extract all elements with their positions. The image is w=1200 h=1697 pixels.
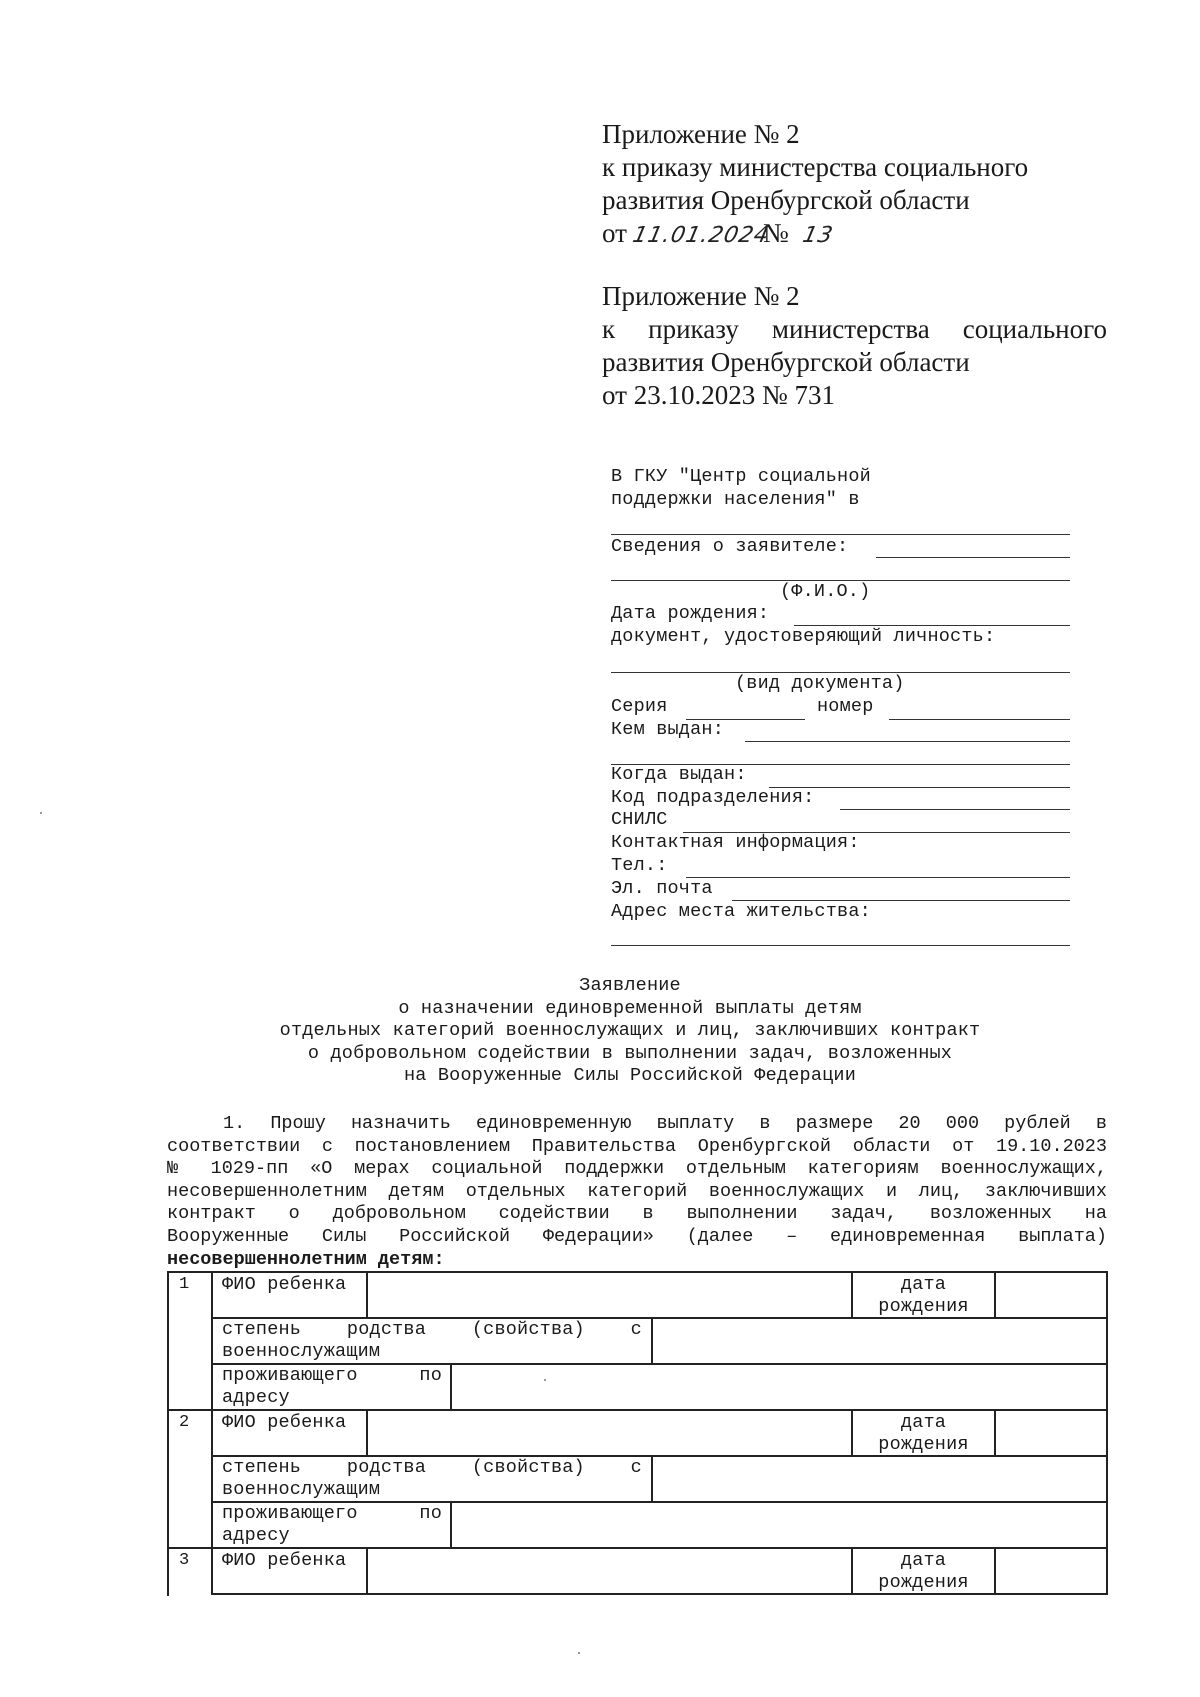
- subdivision-code-label: Код подразделения:: [611, 787, 815, 808]
- series-label: Серия: [611, 696, 668, 717]
- table-border: [1106, 1271, 1108, 1595]
- child-fio-label: ФИО ребенка: [222, 1412, 347, 1433]
- table-border: [366, 1547, 368, 1593]
- paragraph-line: Вооруженные Силы Российской Федерации» (далее – единовременная выплата): [167, 1225, 1107, 1247]
- appendix-title: Приложение № 2: [602, 119, 800, 149]
- number-sign: №: [762, 218, 789, 248]
- address-label-line: проживающего по: [222, 1503, 442, 1524]
- birth-label-line: дата: [900, 1412, 947, 1433]
- word: приказу: [648, 314, 739, 344]
- table-border: [167, 1271, 169, 1596]
- issued-when-label: Когда выдан:: [611, 764, 747, 785]
- appendix-order-line-old: [602, 313, 1107, 346]
- request-paragraph: [167, 1113, 1107, 1271]
- snils-label: СНИЛС: [611, 809, 668, 830]
- table-border: [450, 1501, 452, 1547]
- contact-info-label: Контактная информация:: [611, 832, 860, 853]
- birth-label-line: рождения: [878, 1434, 969, 1455]
- table-border: [167, 1409, 1108, 1411]
- birth-date-label: Дата рождения:: [611, 603, 770, 624]
- table-border: [651, 1455, 653, 1501]
- address-label-line: адресу: [222, 1387, 290, 1408]
- word: к: [602, 314, 616, 344]
- children-table: [167, 1271, 1108, 1596]
- paragraph-line: несовершеннолетним детям отдельных категорий военнослужащих и лиц, заключивших: [167, 1180, 1107, 1202]
- child-fio-label: ФИО ребенка: [222, 1550, 347, 1571]
- recipient-blank-line: [611, 534, 1070, 535]
- table-border: [994, 1547, 996, 1593]
- child-fio-label: ФИО ребенка: [222, 1274, 347, 1295]
- kinship-label-line: степень родства (свойства) с: [222, 1457, 642, 1478]
- appendix-date-line: [602, 217, 1062, 252]
- doc-type-caption: (вид документа): [735, 673, 905, 694]
- paragraph-line: несовершеннолетним детям:: [167, 1248, 445, 1270]
- address-label: [222, 1365, 442, 1409]
- kinship-label-line: степень родства (свойства) с: [222, 1319, 642, 1340]
- table-border: [167, 1547, 1108, 1549]
- scan-speck: [578, 1652, 580, 1654]
- birth-date-label: [853, 1550, 994, 1594]
- appendix-order-line: к приказу министерства социального: [602, 152, 1029, 182]
- word: министерства: [771, 314, 930, 344]
- kinship-label: [222, 1457, 642, 1501]
- address-label-line: адресу: [222, 1525, 290, 1546]
- title-line-2: о назначении единовременной выплаты детям: [398, 997, 862, 1019]
- table-border: [167, 1271, 1108, 1273]
- title-line-5: на Вооруженные Силы Российской Федерации: [403, 1065, 857, 1087]
- address-label: [222, 1503, 442, 1547]
- kinship-label-line: военнослужащим: [222, 1479, 381, 1500]
- birth-date-label: [853, 1412, 994, 1456]
- handwritten-date: 11.01.2024: [630, 223, 772, 248]
- birth-label-line: дата: [900, 1550, 947, 1571]
- table-border: [651, 1317, 653, 1363]
- appendix-ministry-line-old: развития Оренбургской области: [602, 347, 970, 377]
- recipient-line-2: поддержки населения" в: [611, 489, 860, 510]
- issued-by-label: Кем выдан:: [611, 719, 725, 740]
- address-label-line: проживающего по: [222, 1365, 442, 1386]
- table-border: [366, 1271, 368, 1317]
- scan-speck: [40, 812, 42, 814]
- phone-label: Тел.:: [611, 855, 668, 876]
- application-title: [160, 975, 1100, 1088]
- paragraph-line: соответствии с постановлением Правительства Оренбургской области от 19.10.2023: [167, 1135, 1107, 1157]
- subdivision-code-blank: [840, 809, 1070, 810]
- birth-label-line: рождения: [878, 1572, 969, 1593]
- address-label: Адрес места жительства:: [611, 901, 871, 922]
- applicant-blank: [876, 557, 1070, 558]
- date-prefix: от: [602, 218, 627, 248]
- table-border: [994, 1409, 996, 1455]
- appendix-date-line-old: от 23.10.2023 № 731: [602, 380, 835, 410]
- recipient-line-1: В ГКУ "Центр социальной: [611, 466, 871, 487]
- appendix-title-old: Приложение № 2: [602, 281, 800, 311]
- issued-by-blank: [745, 741, 1070, 742]
- row-number: 2: [179, 1413, 190, 1432]
- paragraph-line: 1. Прошу назначить единовременную выплату в размере 20 000 рублей в: [223, 1113, 1107, 1134]
- identity-doc-label: документ, удостоверяющий личность:: [611, 626, 996, 647]
- table-border: [994, 1271, 996, 1317]
- birth-label-line: дата: [900, 1274, 947, 1295]
- birth-date-label: [853, 1274, 994, 1318]
- title-line-3: отдельных категорий военнослужащих и лиц, заключивших контракт: [279, 1020, 981, 1042]
- phone-blank: [686, 877, 1070, 878]
- kinship-label-line: военнослужащим: [222, 1341, 381, 1362]
- email-label: Эл. почта: [611, 878, 713, 899]
- paragraph-line: № 1029-пп «О мерах социальной поддержки отдельным категориям военнослужащих,: [167, 1158, 1107, 1180]
- row-number: 3: [179, 1551, 190, 1570]
- table-border: [366, 1409, 368, 1455]
- birth-label-line: рождения: [878, 1296, 969, 1317]
- handwritten-number: 13: [800, 223, 836, 248]
- fio-caption: (Ф.И.О.): [780, 581, 871, 602]
- table-border: [211, 1271, 213, 1595]
- title-line-1: Заявление: [579, 975, 681, 996]
- appendix-header-previous: [602, 280, 1107, 412]
- address-blank: [611, 945, 1070, 946]
- scan-speck: [544, 1379, 546, 1381]
- appendix-ministry-line: развития Оренбургской области: [602, 185, 970, 215]
- number-label: номер: [817, 696, 874, 717]
- table-border: [450, 1363, 452, 1409]
- number-blank: [889, 719, 1070, 720]
- appendix-header-current: [602, 118, 1062, 252]
- applicant-label: Сведения о заявителе:: [611, 536, 849, 557]
- word: социального: [962, 314, 1107, 344]
- paragraph-line: контракт о добровольном содействии в выполнении задач, возложенных на: [167, 1203, 1107, 1225]
- row-number: 1: [179, 1275, 190, 1294]
- kinship-label: [222, 1319, 642, 1363]
- title-line-4: о добровольном содействии в выполнении задач, возложенных: [307, 1042, 953, 1064]
